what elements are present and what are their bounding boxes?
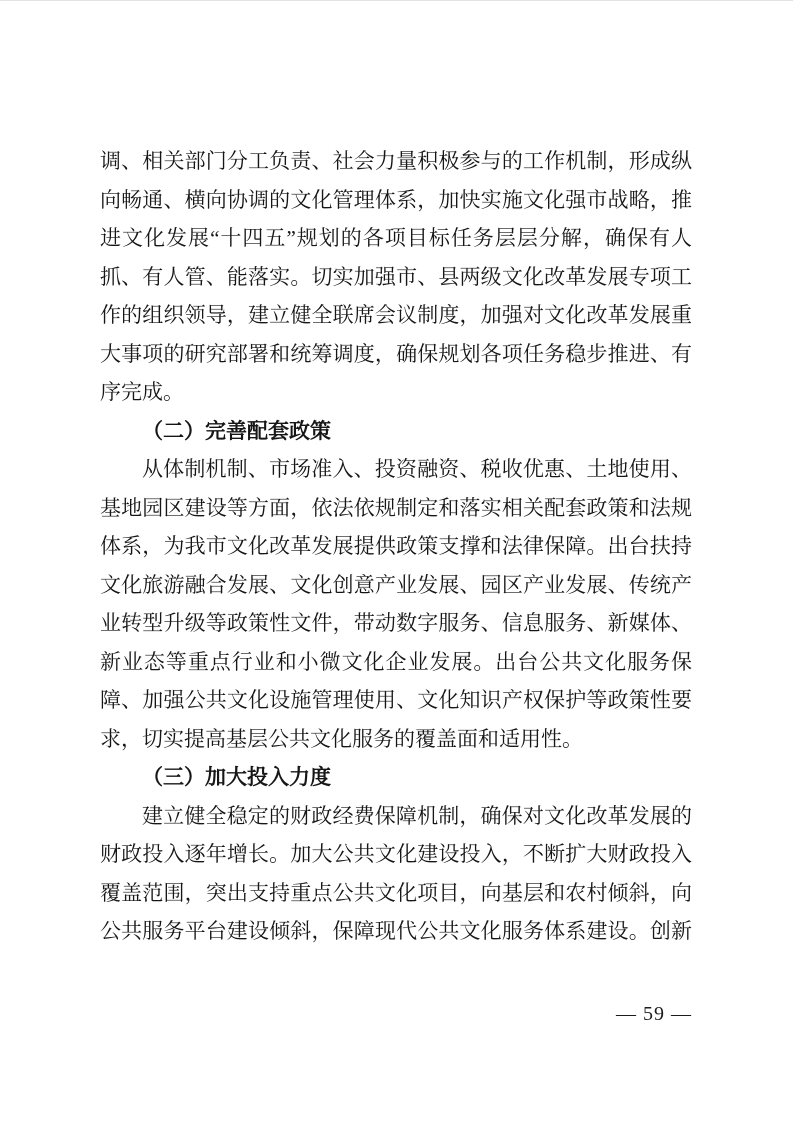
text-line: 建立健全稳定的财政经费保障机制，确保对文化改革发展的 (142, 803, 692, 828)
text-line: 向畅通、横向协调的文化管理体系，加快实施文化强市战略，推 (100, 187, 692, 212)
page-number: — 59 — (616, 1003, 692, 1025)
section-heading: （三）加大投入力度 (142, 765, 331, 789)
text-line: 公共服务平台建设倾斜，保障现代公共文化服务体系建设。创新 (100, 919, 692, 943)
text-line: 求，切实提高基层公共文化服务的覆盖面和适用性。 (100, 726, 583, 751)
text-line: 基地园区建设等方面，依法依规制定和落实相关配套政策和法规 (100, 495, 692, 520)
text-line: 业转型升级等政策性文件，带动数字服务、信息服务、新媒体、 (100, 611, 692, 635)
text-line: 障、加强公共文化设施管理使用、文化知识产权保护等政策性要 (100, 688, 692, 712)
text-line: 体系，为我市文化改革发展提供政策支撑和法律保障。出台扶持 (100, 534, 692, 558)
text-line: 作的组织领导，建立健全联席会议制度，加强对文化改革发展重 (100, 303, 692, 327)
text-line: 从体制机制、市场准入、投资融资、税收优惠、土地使用、 (142, 457, 692, 481)
text-line: 文化旅游融合发展、文化创意产业发展、园区产业发展、传统产 (100, 572, 692, 597)
text-line: 调、相关部门分工负责、社会力量积极参与的工作机制，形成纵 (100, 149, 692, 173)
text-line: 大事项的研究部署和统筹调度，确保规划各项任务稳步推进、有 (100, 341, 692, 366)
text-line: 新业态等重点行业和小微文化企业发展。出台公共文化服务保 (100, 649, 692, 674)
body-text (100, 142, 692, 951)
text-line: 财政投入逐年增长。加大公共文化建设投入，不断扩大财政投入 (100, 842, 692, 866)
section-heading: （二）完善配套政策 (142, 418, 331, 443)
text-line: 序完成。 (100, 380, 184, 404)
text-line: 覆盖范围，突出支持重点公共文化项目，向基层和农村倾斜，向 (100, 880, 692, 905)
text-line: 进文化发展“十四五”规划的各项目标任务层层分解，确保有人 (100, 226, 692, 250)
text-line: 抓、有人管、能落实。切实加强市、县两级文化改革发展专项工 (100, 264, 692, 289)
